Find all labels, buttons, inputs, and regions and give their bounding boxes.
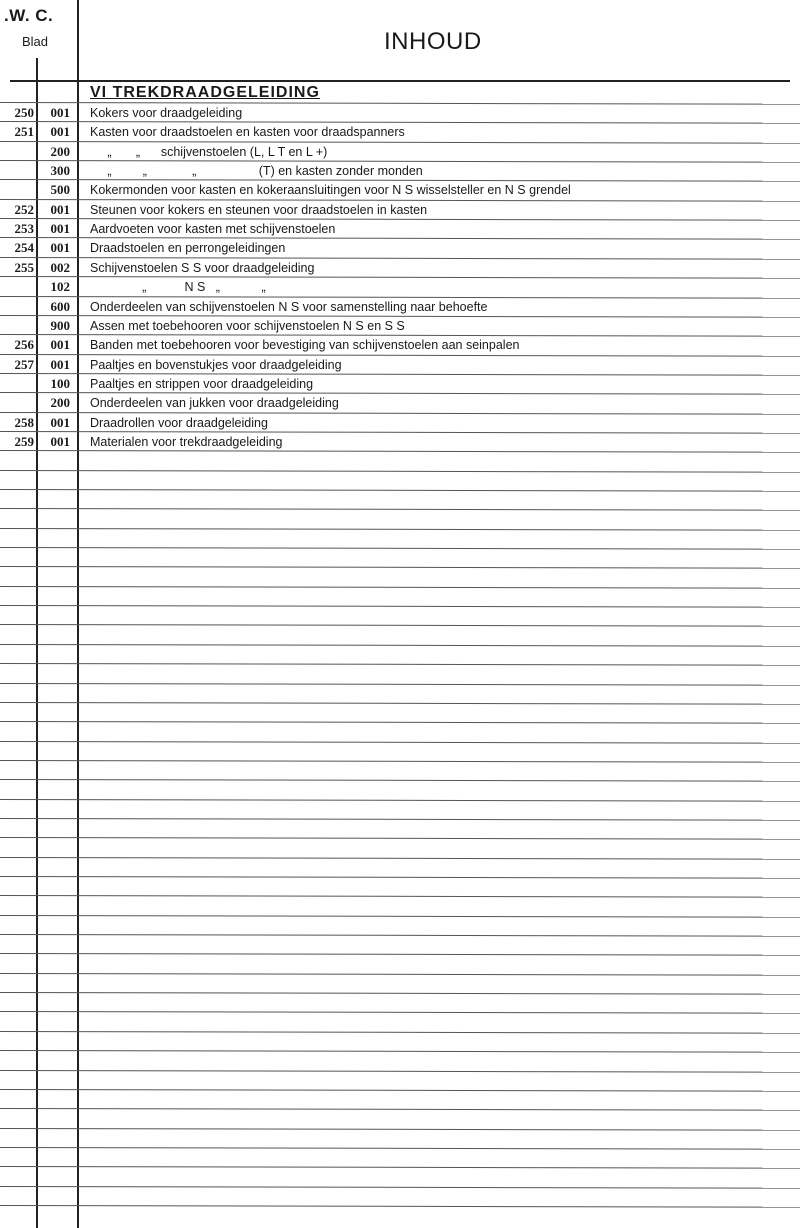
item-number: 200 — [50, 143, 70, 159]
item-number: 200 — [50, 395, 70, 411]
row-rule — [0, 934, 800, 937]
item-number: 100 — [50, 375, 70, 391]
blad-number: 258 — [14, 414, 34, 430]
item-description: „ „ „ (T) en kasten zonder monden — [90, 164, 423, 179]
blad-number: 253 — [14, 221, 34, 237]
row-rule — [0, 953, 800, 956]
row-rule — [0, 1108, 800, 1111]
list-item — [0, 394, 800, 412]
item-description: Paaltjes en bovenstukjes voor draadgeleiding — [90, 357, 342, 372]
blad-number: 251 — [14, 124, 34, 140]
list-item — [0, 123, 800, 141]
row-rule — [0, 644, 800, 647]
item-description: Aardvoeten voor kasten met schijvenstoelen — [90, 222, 336, 237]
list-item — [0, 414, 800, 432]
item-number: 600 — [50, 298, 70, 314]
item-number: 001 — [50, 433, 70, 449]
row-rule — [0, 760, 800, 763]
list-item — [0, 181, 800, 199]
row-rule — [0, 1089, 800, 1092]
item-description: Steunen voor kokers en steunen voor draadstoelen in kasten — [90, 202, 428, 217]
row-rule — [0, 528, 800, 531]
row-rule — [0, 624, 800, 627]
row-rule — [0, 721, 800, 724]
row-rule — [0, 876, 800, 879]
item-number: 102 — [50, 279, 70, 295]
blad-number: 254 — [14, 240, 34, 256]
row-rule — [0, 992, 800, 995]
list-item — [0, 433, 800, 451]
item-description: „ N S „ „ — [90, 280, 266, 295]
row-rule — [0, 857, 800, 860]
item-number: 001 — [50, 240, 70, 256]
blad-number: 257 — [14, 356, 34, 372]
item-description: Paaltjes en strippen voor draadgeleiding — [90, 376, 314, 391]
row-rule — [0, 1186, 800, 1189]
list-item — [0, 356, 800, 374]
row-rule — [0, 1205, 800, 1208]
list-item — [0, 278, 800, 296]
list-item — [0, 143, 800, 161]
blad-number: 259 — [14, 433, 34, 449]
list-item — [0, 336, 800, 354]
blad-number: 252 — [14, 201, 34, 217]
item-number: 001 — [50, 124, 70, 140]
row-rule — [0, 547, 800, 550]
row-rule — [0, 818, 800, 821]
row-rule — [0, 1070, 800, 1073]
row-rule — [0, 779, 800, 782]
item-description: Materialen voor trekdraadgeleiding — [90, 434, 283, 449]
row-rule — [0, 915, 800, 918]
item-number: 001 — [50, 337, 70, 353]
item-number: 300 — [50, 163, 70, 179]
item-number: 500 — [50, 182, 70, 198]
item-description: Kasten voor draadstoelen en kasten voor draadspanners — [90, 125, 405, 140]
row-rule — [0, 566, 800, 569]
list-item — [0, 317, 800, 335]
row-rule — [0, 489, 800, 492]
item-description: Assen met toebehooren voor schijvenstoelen N S en S S — [90, 318, 405, 333]
item-number: 001 — [50, 414, 70, 430]
row-rule — [0, 1050, 800, 1053]
list-item — [0, 259, 800, 277]
row-rule — [0, 895, 800, 898]
row-rule — [0, 683, 800, 686]
header-blad-label: Blad — [22, 34, 49, 49]
item-description: Kokers voor draadgeleiding — [90, 106, 243, 120]
list-item — [0, 220, 800, 238]
item-description: Draadstoelen en perrongeleidingen — [90, 241, 286, 256]
item-number: 002 — [50, 259, 70, 275]
row-rule — [0, 1147, 800, 1150]
item-number: 001 — [50, 356, 70, 372]
row-rule — [0, 741, 800, 744]
list-item — [0, 239, 800, 257]
section-title: VI TREKDRAADGELEIDING — [90, 84, 320, 101]
list-item — [0, 104, 800, 122]
row-rule — [0, 1031, 800, 1034]
item-number: 001 — [50, 201, 70, 217]
item-description: Schijvenstoelen S S voor draadgeleiding — [90, 260, 315, 275]
row-rule — [0, 1128, 800, 1131]
row-rule — [0, 1166, 800, 1169]
item-description: „ „ schijvenstoelen (L, L T en L +) — [90, 144, 328, 159]
blad-number: 250 — [14, 105, 34, 120]
item-description: Draadrollen voor draadgeleiding — [90, 415, 268, 430]
item-number: 001 — [50, 221, 70, 237]
row-rule — [0, 702, 800, 705]
blad-number: 256 — [14, 337, 34, 353]
row-rule — [0, 470, 800, 473]
item-number: 001 — [50, 105, 70, 120]
row-rule — [0, 1011, 800, 1014]
row-rule — [0, 973, 800, 976]
header-rule — [10, 80, 790, 82]
row-rule — [0, 605, 800, 608]
row-rule — [0, 837, 800, 840]
list-item — [0, 298, 800, 316]
page-title: INHOUD — [384, 28, 482, 55]
item-number: 900 — [50, 317, 70, 333]
row-rule — [0, 799, 800, 802]
row-rule — [0, 663, 800, 666]
item-description: Kokermonden voor kasten en kokeraansluitingen voor N S wisselsteller en N S grendel — [90, 183, 571, 198]
blad-number: 255 — [14, 259, 34, 275]
item-description: Onderdeelen van jukken voor draadgeleiding — [90, 396, 339, 411]
header-code: .W. C. — [4, 6, 54, 25]
list-item — [0, 162, 800, 180]
item-description: Banden met toebehooren voor bevestiging van schijvenstoelen aan seinpalen — [90, 338, 520, 353]
list-item — [0, 375, 800, 393]
row-rule — [0, 508, 800, 511]
row-rule — [0, 586, 800, 589]
item-description: Onderdeelen van schijvenstoelen N S voor samenstelling naar behoefte — [90, 299, 488, 314]
list-item — [0, 201, 800, 219]
